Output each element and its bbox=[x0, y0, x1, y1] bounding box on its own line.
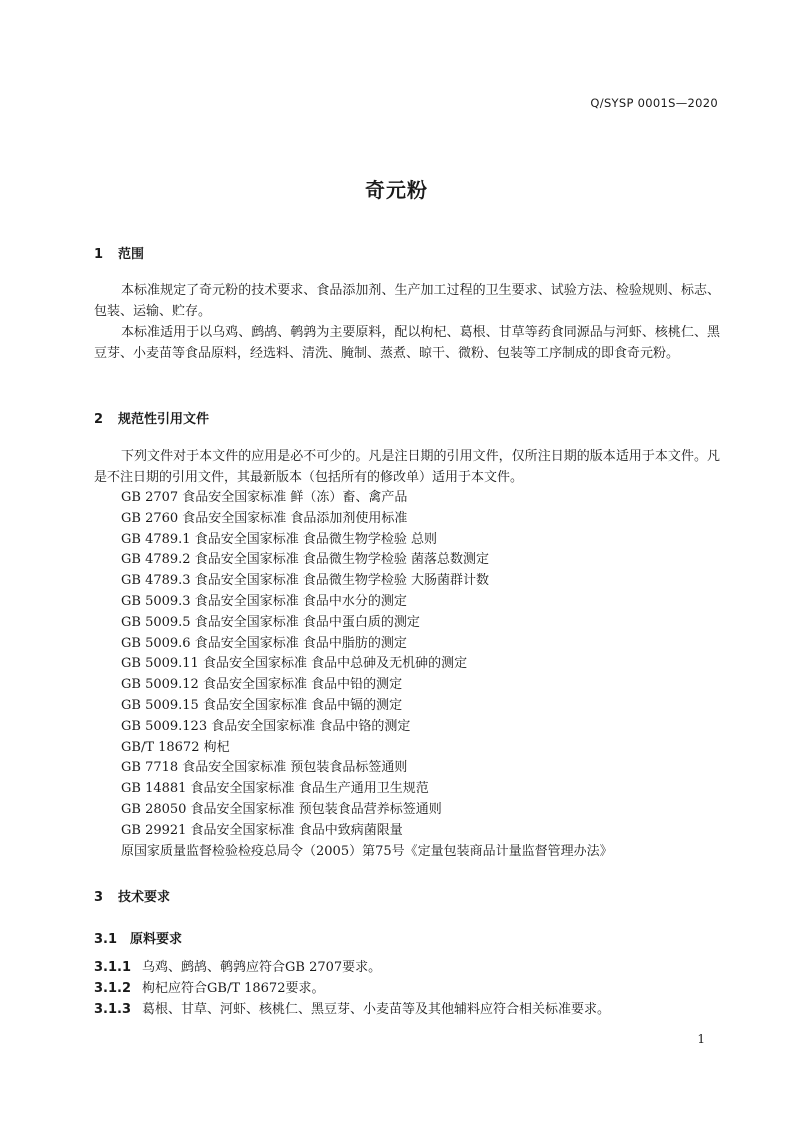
reference-item: GB 14881 食品安全国家标准 食品生产通用卫生规范 bbox=[121, 781, 429, 797]
clause-3-1-2 bbox=[94, 978, 324, 999]
reference-item: GB 4789.3 食品安全国家标准 食品微生物学检验 大肠菌群计数 bbox=[121, 573, 489, 589]
reference-item: 原国家质量监督检验检疫总局令（2005）第75号《定量包装商品计量监督管理办法》 bbox=[121, 843, 613, 859]
reference-list bbox=[121, 488, 613, 862]
section-3-1-heading bbox=[94, 928, 182, 947]
clause-number: 3.1.2 bbox=[94, 981, 132, 996]
normative-references-intro: 下列文件对于本文件的应用是必不可少的。凡是注日期的引用文件，仅所注日期的版本适用于本文件。凡是不注日期的引用文件，其最新版本（包括所有的修改单）适用于本文件。 bbox=[94, 449, 720, 485]
page-number: 1 bbox=[697, 1032, 705, 1046]
clause-text: 乌鸡、鹧鸪、鹌鹑应符合GB 2707要求。 bbox=[142, 960, 382, 975]
section-2-title: 规范性引用文件 bbox=[118, 412, 210, 427]
reference-item: GB/T 18672 枸杞 bbox=[121, 739, 230, 755]
section-1-heading bbox=[94, 243, 144, 262]
section-3-heading bbox=[94, 886, 170, 905]
section-2-number: 2 bbox=[94, 412, 104, 427]
clause-text: 葛根、甘草、河虾、核桃仁、黑豆芽、小麦苗等及其他辅料应符合相关标准要求。 bbox=[142, 1002, 611, 1017]
clause-number: 3.1.3 bbox=[94, 1002, 132, 1017]
reference-item: GB 5009.3 食品安全国家标准 食品中水分的测定 bbox=[121, 593, 407, 609]
clause-3-1-3 bbox=[94, 999, 610, 1020]
standard-code: Q/SYSP 0001S—2020 bbox=[590, 96, 718, 110]
reference-item: GB 5009.12 食品安全国家标准 食品中铅的测定 bbox=[121, 677, 403, 693]
reference-item: GB 2707 食品安全国家标准 鲜（冻）畜、禽产品 bbox=[121, 490, 408, 505]
reference-item: GB 5009.123 食品安全国家标准 食品中铬的测定 bbox=[121, 718, 411, 734]
reference-item: GB 2760 食品安全国家标准 食品添加剂使用标准 bbox=[121, 510, 408, 526]
section-3-1-title: 原料要求 bbox=[130, 932, 183, 947]
reference-item: GB 28050 食品安全国家标准 预包装食品营养标签通则 bbox=[121, 801, 442, 817]
section-3-number: 3 bbox=[94, 890, 104, 905]
reference-item: GB 5009.11 食品安全国家标准 食品中总砷及无机砷的测定 bbox=[121, 656, 468, 672]
reference-item: GB 5009.6 食品安全国家标准 食品中脂肪的测定 bbox=[121, 635, 407, 651]
section-1-title: 范围 bbox=[118, 247, 145, 262]
reference-item: GB 4789.2 食品安全国家标准 食品微生物学检验 菌落总数测定 bbox=[121, 552, 489, 568]
reference-item: GB 5009.15 食品安全国家标准 食品中镉的测定 bbox=[121, 697, 403, 713]
scope-paragraph-1: 本标准规定了奇元粉的技术要求、食品添加剂、生产加工过程的卫生要求、试验方法、检验规则、标志、包装、运输、贮存。 bbox=[94, 283, 720, 319]
reference-item: GB 29921 食品安全国家标准 食品中致病菌限量 bbox=[121, 822, 403, 838]
document-title: 奇元粉 bbox=[365, 178, 428, 202]
section-3-title: 技术要求 bbox=[118, 890, 171, 905]
reference-item: GB 4789.1 食品安全国家标准 食品微生物学检验 总则 bbox=[121, 531, 437, 547]
section-1-number: 1 bbox=[94, 247, 104, 262]
clause-number: 3.1.1 bbox=[94, 960, 132, 975]
reference-item: GB 5009.5 食品安全国家标准 食品中蛋白质的测定 bbox=[121, 614, 420, 630]
clause-3-1-1 bbox=[94, 957, 381, 978]
section-2-heading bbox=[94, 408, 209, 427]
section-3-1-number: 3.1 bbox=[94, 932, 118, 947]
reference-item: GB 7718 食品安全国家标准 预包装食品标签通则 bbox=[121, 760, 408, 776]
clause-text: 枸杞应符合GB/T 18672要求。 bbox=[142, 981, 325, 996]
scope-paragraph-2: 本标准适用于以乌鸡、鹧鸪、鹌鹑为主要原料，配以枸杞、葛根、甘草等药食同源品与河虾、核桃仁、黑豆芽、小麦苗等食品原料，经选料、清洗、腌制、蒸煮、晾干、微粉、包装等工序制成的即食奇元粉。 bbox=[94, 325, 720, 361]
